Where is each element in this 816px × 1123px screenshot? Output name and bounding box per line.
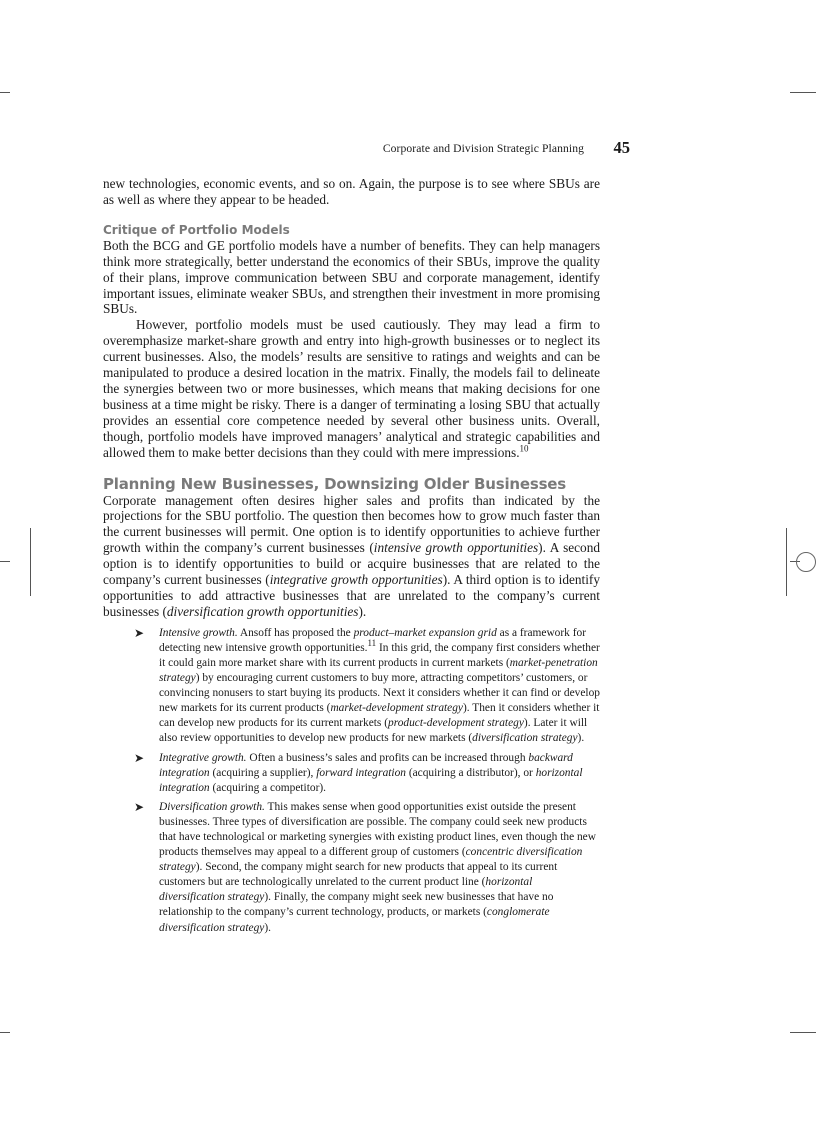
bullet-text: ). <box>577 732 585 745</box>
bullet-text: This makes sense when good opportunities exist outside the present businesses. Three types of diversification are possible. The company could seek new products that have technological or marketing synergies with existing product lines, even though the new products themselves may appeal to a different group of customers ( <box>159 800 596 859</box>
term-diversification-growth: diversification growth opportunities <box>166 603 359 619</box>
bullet-term: forward integration <box>316 766 406 779</box>
bullet-text: ). Second, the company might search for new products that appeal to its current customers but are technologically unrelated to the current product line ( <box>159 861 558 889</box>
bullet-term: horizontal diversification strategy <box>159 876 533 904</box>
critique-paragraph-2 <box>103 317 600 460</box>
crop-mark-middle-left <box>0 561 10 562</box>
bullet-text: ). Finally, the company might seek new businesses that have no relationship to the company’s current technology, products, or markets ( <box>159 891 554 919</box>
bullet-term: diversification strategy <box>472 732 578 745</box>
list-item-integrative-growth <box>103 751 600 796</box>
bullet-term: market-penetration strategy <box>159 656 598 685</box>
planning-text-3: ). A third option is to identify opportunities to add attractive businesses that are unrelated to the company’s current businesses ( <box>103 572 600 619</box>
bullet-text: ). Later it will also review opportunities to develop new products for new markets ( <box>159 717 588 745</box>
planning-text-4: ). <box>358 603 367 619</box>
bullet-term: concentric diversification strategy <box>159 846 583 874</box>
bullet-lead: Diversification growth. <box>159 800 265 813</box>
page-body <box>103 176 600 936</box>
bullet-text: (acquiring a supplier), <box>209 766 317 779</box>
intensive-growth-text <box>159 626 600 747</box>
planning-heading: Planning New Businesses, Downsizing Older Businesses <box>103 474 567 493</box>
bullet-text: ). <box>264 921 272 934</box>
crop-mark-vertical-left <box>30 528 31 596</box>
bullet-text: In this grid, the company first considers whether it could gain more market share with its current products in current markets ( <box>159 641 600 669</box>
list-item-intensive-growth <box>103 626 600 747</box>
bullet-term: horizontal integration <box>159 766 583 794</box>
bullet-text: ) by encouraging current customers to buy more, attracting competitors’ customers, or convincing nonusers to start buying its products. Next it considers whether it can find or develop new markets for its current products ( <box>159 672 600 715</box>
bullet-term: product–market expansion grid <box>353 626 497 639</box>
crop-mark-bottom-left <box>0 1032 10 1033</box>
crop-mark-vertical-right <box>786 528 787 596</box>
planning-paragraph <box>103 493 600 620</box>
running-head-title: Corporate and Division Strategic Planning <box>382 142 584 155</box>
list-item-diversification-growth <box>103 800 600 936</box>
footnote-ref-11: 11 <box>367 638 377 649</box>
integrative-growth-text <box>159 751 600 796</box>
diversification-growth-text <box>159 800 600 936</box>
crop-mark-top-left <box>0 92 10 93</box>
arrow-bullet-icon: ➤ <box>134 750 145 765</box>
bullet-term: backward integration <box>159 751 573 779</box>
critique-paragraph-2-text: However, portfolio models must be used cautiously. They may lead a firm to overemphasize market-share growth and entry into high-growth businesses or to neglect its current businesses. Also, the models’ results are sensitive to ratings and weights and can be manipulated to produce a desired location in the matrix. Finally, the models fail to delineate the synergies between two or more businesses, which means that making decisions for one business at a time might be risky. There is a danger of terminating a losing SBU that actually provides an essential core competence needed by several other business units. Overall, though, portfolio models have improved managers’ analytical and strategic capabilities and allowed them to make better decisions than they could with mere impressions. <box>103 317 600 460</box>
critique-paragraph-1: Both the BCG and GE portfolio models have a number of benefits. They can help managers think more strategically, better understand the economics of their SBUs, improve the quality of their plans, improve communication between SBU and corporate management, identify important issues, eliminate weaker SBUs, and strengthen their investment in more promising SBUs. <box>103 237 600 317</box>
bullet-text: as a framework for detecting new intensive growth opportunities. <box>159 626 586 654</box>
arrow-bullet-icon: ➤ <box>134 799 145 814</box>
page-number: 45 <box>613 138 630 157</box>
intro-paragraph: new technologies, economic events, and so on. Again, the purpose is to see where SBUs are as well as where they appear to be headed. <box>103 176 600 207</box>
footnote-ref-10: 10 <box>519 443 529 454</box>
planning-text-2: ). A second option is to identify opportunities to build or acquire businesses that are related to the company’s current businesses ( <box>103 540 600 588</box>
bullet-lead: Integrative growth. <box>159 751 247 764</box>
arrow-bullet-icon: ➤ <box>134 625 145 640</box>
crop-mark-top-right <box>790 92 816 93</box>
planning-text-1: Corporate management often desires higher sales and profits than indicated by the projections for the SBU portfolio. The question then becomes how to grow much faster than the current businesses will permit. One option is to identify opportunities to achieve further growth within the company’s current businesses ( <box>103 492 600 556</box>
bullet-term: product-development strategy <box>388 717 524 730</box>
bullet-text: Often a business’s sales and profits can be increased through <box>246 751 529 764</box>
growth-strategy-list <box>103 626 600 936</box>
bullet-text: ). Then it considers whether it can develop new products for its current markets ( <box>159 702 600 730</box>
bullet-text: (acquiring a distributor), or <box>405 766 536 779</box>
critique-heading: Critique of Portfolio Models <box>103 222 290 237</box>
bullet-text: (acquiring a competitor). <box>209 781 327 794</box>
bullet-term: conglomerate diversification strategy <box>159 906 550 934</box>
term-integrative-growth: integrative growth opportunities <box>269 572 443 588</box>
running-head <box>102 139 630 159</box>
term-intensive-growth: intensive growth opportunities <box>373 540 539 556</box>
registration-mark-icon <box>796 552 816 572</box>
crop-mark-bottom-right <box>790 1032 816 1033</box>
bullet-text: Ansoff has proposed the <box>237 626 354 639</box>
bullet-lead: Intensive growth. <box>159 626 238 639</box>
bullet-term: market-development strategy <box>330 702 463 715</box>
